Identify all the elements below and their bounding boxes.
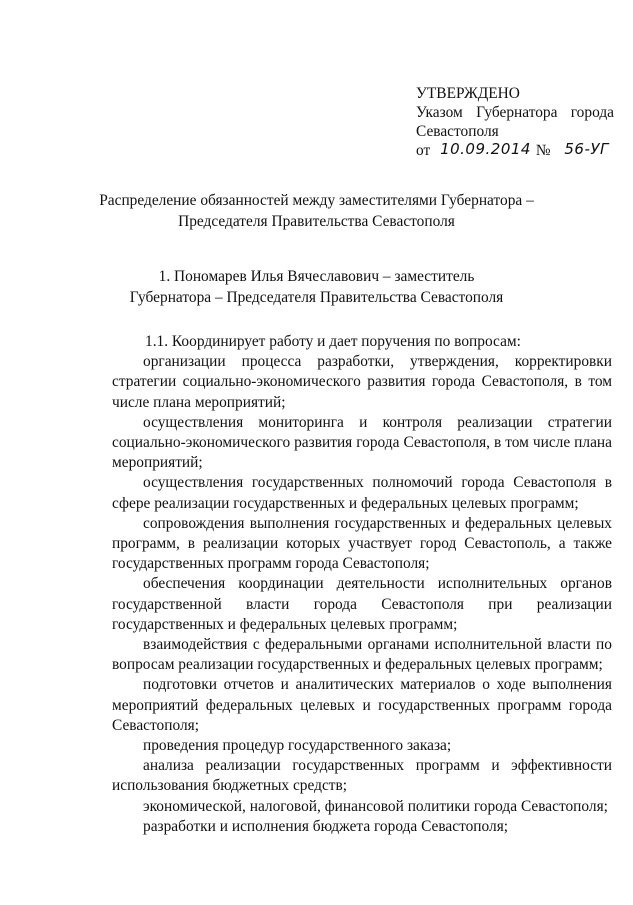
section-heading-line-2: Губернатора – Председателя Правительства Севастополя [129,289,504,306]
title-line-2: Председателя Правительства Севастополя [178,213,455,230]
duty-item: подготовки отчетов и аналитических материалов о ходе выполнения мероприятий федеральных целевых и государственных программ города Севастополя; [112,676,612,734]
title-line-1: Распределение обязанностей между заместителями Губернатора – [99,192,534,209]
decree-line [416,103,614,122]
handwritten-date: 10.09.2014 [440,140,531,158]
city-word: города [570,104,614,121]
duty-item: обеспечения координации деятельности исполнительных органов государственной власти города Севастополя при реализации государственных и федеральных целевых программ; [112,575,612,633]
duty-item: проведения процедур государственного заказа; [143,737,452,755]
duty-item: осуществления мониторинга и контроля реализации стратегии социально-экономического развития города Севастополя, в том числе плана мероприятий; [112,413,612,472]
from-prefix: от [416,142,431,159]
document-title [0,190,633,232]
governor-word: Губернатора [476,104,558,121]
decree-word: Указом [416,104,463,121]
duty-item: взаимодействия с федеральными органами исполнительной власти по вопросам реализации государственных и федеральных целевых программ; [112,636,612,674]
duty-item: разработки и исполнения бюджета города Севастополя; [143,817,509,835]
section-heading [0,266,633,308]
duty-item: экономической, налоговой, финансовой политики города Севастополя; [143,797,608,815]
handwritten-number: 56-УГ [564,140,609,158]
city-name: Севастополя [416,123,499,140]
section-heading-line-1: 1. Пономарев Илья Вячеславович – заместитель [158,268,475,285]
duty-item: анализа реализации государственных программ и эффективности использования бюджетных средств; [112,757,612,795]
number-sign: № [535,142,551,159]
duties-list [112,332,612,837]
duty-item: сопровождения выполнения государственных и федеральных целевых программ, в реализации которых участвует город Севастополь, а также государственных программ города Севастополя; [112,514,612,573]
approval-stamp [416,84,616,160]
duties-intro: 1.1. Координирует работу и дает поручения по вопросам: [145,333,521,350]
duty-item: организации процесса разработки, утверждения, корректировки стратегии социально-экономического развития города Севастополя, в том числе плана мероприятий; [112,353,612,411]
approved-label: УТВЕРЖДЕНО [416,85,520,102]
duty-item: осуществления государственных полномочий города Севастополя в сфере реализации государственных и федеральных целевых программ; [112,474,612,512]
date-number-line [416,141,616,160]
